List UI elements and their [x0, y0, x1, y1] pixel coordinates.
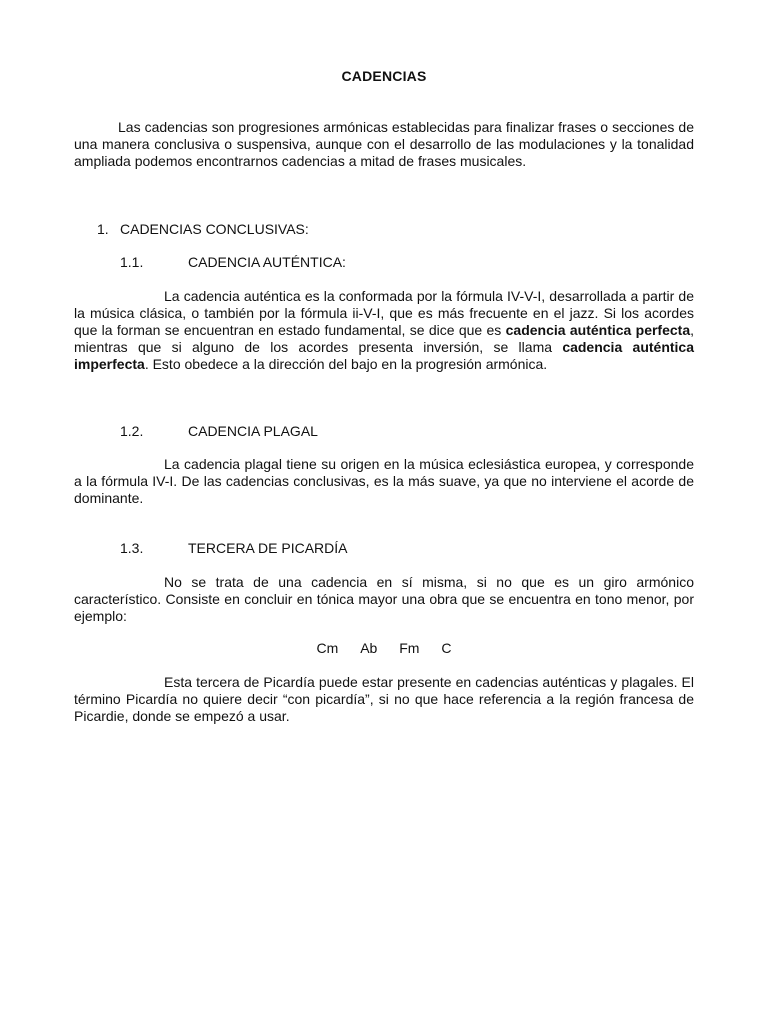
subsection-heading-1-3: [120, 540, 347, 556]
intro-paragraph: Las cadencias son progresiones armónicas establecidas para finalizar frases o secciones de una manera conclusiva o suspensiva, aunque con el desarrollo de las modulaciones y la tonalidad ampliada podemos encontrarnos cadencias a mitad de frases musicales.: [74, 119, 694, 169]
section-heading-1: [97, 221, 309, 237]
subsection-number: 1.1.: [120, 254, 144, 270]
bold-term: cadencia auténtica perfecta: [505, 322, 691, 338]
paragraph-text: La cadencia auténtica es la conformada por la fórmula IV-V-I, desarrollada a partir de la música clásica, o también por la fórmula ii-V-I, que es más frecuente en el jazz. Si los acordes que la forman se encuentran en estado fundamental, se dice que es: [74, 288, 694, 338]
chord: C: [441, 640, 452, 656]
paragraph-text: . Esto obedece a la dirección del bajo en la progresión armónica.: [144, 356, 548, 372]
subsection-heading-1-1: [120, 254, 346, 270]
section-heading-text: CADENCIAS CONCLUSIVAS:: [120, 221, 309, 237]
chord: Cm: [316, 640, 339, 656]
subsection-heading-1-2: [120, 423, 318, 439]
section-number: 1.: [97, 221, 109, 237]
plagal-cadence-paragraph: La cadencia plagal tiene su origen en la música eclesiástica europea, y corresponde a la fórmula IV-I. De las cadencias conclusivas, es la más suave, ya que no interviene el acorde de dominante.: [74, 456, 694, 506]
chord: Fm: [399, 640, 420, 656]
paragraph-text: , mientras que si alguno de los acordes presenta inversión, se llama: [74, 322, 694, 355]
picardy-paragraph-2: Esta tercera de Picardía puede estar presente en cadencias auténticas y plagales. El término Picardía no quiere decir “con picardía”, si no que hace referencia a la región francesa de Picardie, donde se empezó a usar.: [74, 674, 694, 724]
document-title: CADENCIAS: [341, 68, 427, 84]
bold-term: cadencia auténtica imperfecta: [74, 339, 694, 372]
picardy-paragraph: No se trata de una cadencia en sí misma, si no que es un giro armónico característico. Consiste en concluir en tónica mayor una obra que se encuentra en tono menor, por ejemplo:: [74, 574, 694, 624]
authentic-cadence-paragraph: [74, 288, 694, 373]
subsection-number: 1.2.: [120, 423, 144, 439]
subsection-heading-text: CADENCIA PLAGAL: [188, 423, 318, 439]
subsection-heading-text: CADENCIA AUTÉNTICA:: [188, 254, 346, 270]
subsection-heading-text: TERCERA DE PICARDÍA: [188, 540, 348, 556]
chord-progression: [0, 640, 768, 656]
chord: Ab: [360, 640, 378, 656]
subsection-number: 1.3.: [120, 540, 144, 556]
